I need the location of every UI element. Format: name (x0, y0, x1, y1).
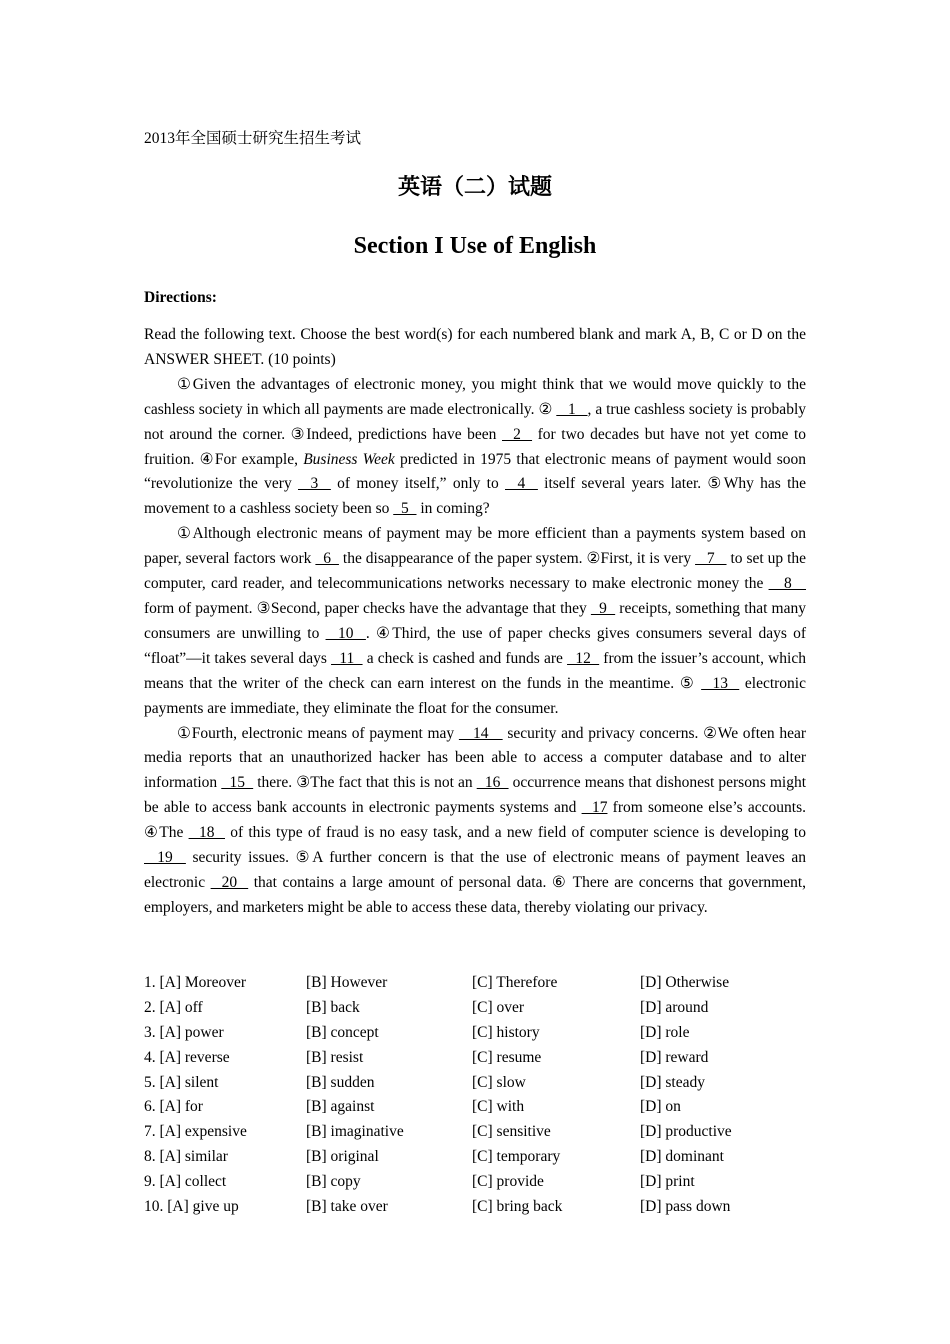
passage-text: of money itself,” only to (330, 475, 505, 493)
question-row (144, 1120, 806, 1145)
option-b: [B] take over (306, 1198, 388, 1216)
passage-text: a check is cashed and funds are (362, 649, 568, 667)
option-c: [C] Therefore (472, 974, 558, 991)
passage-text: that contains a large amount of personal data. ⑥ There are concerns that government, employers, and marketers might be able to access these data, thereby violating our privacy. (144, 873, 806, 916)
passage-text: ①Fourth, electronic means of payment may (177, 724, 459, 742)
passage-body (144, 323, 806, 921)
option-c: [C] over (472, 998, 525, 1016)
option-c: [C] slow (472, 1073, 526, 1091)
magazine-title: Business Week (303, 450, 395, 468)
option-d: [D] around (640, 998, 709, 1016)
question-row (144, 1170, 806, 1195)
paragraph-1 (144, 373, 806, 522)
passage-text: the disappearance of the paper system. ②First, it is very (338, 550, 696, 568)
option-d: [D] role (640, 1023, 690, 1041)
option-a: 5. [A] silent (144, 1073, 219, 1091)
option-d: [D] pass down (640, 1198, 731, 1216)
option-c: [C] history (472, 1023, 540, 1041)
blank-2: 2 (502, 425, 533, 443)
option-a: 10. [A] give up (144, 1198, 239, 1216)
option-a: 6. [A] for (144, 1098, 203, 1116)
blank-5: 5 (393, 500, 417, 518)
option-c: [C] provide (472, 1173, 544, 1191)
directions-label: Directions: (144, 289, 217, 306)
option-a: 9. [A] collect (144, 1173, 227, 1191)
passage-text: . ④Third, the use of paper checks gives consumers several days of “float”—it takes several days (144, 624, 806, 667)
option-b: [B] copy (306, 1173, 361, 1191)
answer-options (144, 971, 806, 1220)
option-b: [B] imaginative (306, 1123, 404, 1141)
blank-7: 7 (695, 550, 727, 568)
option-b: [B] back (306, 998, 360, 1016)
blank-10: 10 (325, 624, 366, 642)
passage-text: from the issuer’s account, which means that the writer of the check can earn interest on the funds in the meantime. ⑤ (144, 649, 806, 692)
option-b: [B] sudden (306, 1073, 375, 1091)
passage-text: from someone else’s accounts. ④The (144, 799, 806, 842)
question-row (144, 1021, 806, 1046)
question-row (144, 971, 806, 996)
blank-16: 16 (476, 774, 509, 792)
blank-1: 1 (556, 400, 588, 418)
option-c: [C] temporary (472, 1148, 561, 1166)
passage-text: itself several years later. ⑤Why has the movement to a cashless society been so (144, 475, 807, 518)
question-row (144, 1046, 806, 1071)
option-d: [D] on (640, 1098, 681, 1116)
option-a: 7. [A] expensive (144, 1123, 247, 1141)
blank-9: 9 (590, 599, 616, 617)
option-d: [D] Otherwise (640, 974, 730, 991)
option-d: [D] steady (640, 1073, 705, 1091)
blank-14: 14 (458, 724, 503, 742)
option-a: 3. [A] power (144, 1023, 224, 1041)
question-row (144, 1195, 806, 1220)
paragraph-3 (144, 722, 806, 921)
passage-text: of this type of fraud is no easy task, and a new field of computer science is developing to (225, 824, 806, 842)
option-b: [B] resist (306, 1048, 364, 1066)
question-row (144, 996, 806, 1021)
passage-text: form of payment. ③Second, paper checks have the advantage that they (144, 599, 591, 617)
passage-text: there. ③The fact that this is not an (253, 774, 477, 792)
passage-text: ①Given the advantages of electronic money, you might think that we would move quickly to the cashless society in which all payments are made electronically. ② (144, 375, 806, 418)
blank-20: 20 (210, 873, 249, 891)
blank-13: 13 (701, 674, 740, 692)
option-b: [B] against (306, 1098, 375, 1116)
passage-text: security and privacy concerns. ②We often hear media reports that an unauthorized hacker has been able to access a computer database and to alter information (144, 724, 807, 792)
exam-year-heading: 2013年全国硕士研究生招生考试 (144, 130, 362, 147)
question-row (144, 1145, 806, 1170)
passage-text: to set up the computer, card reader, and telecommunications networks necessary to make electronic money the (144, 550, 807, 593)
blank-18: 18 (188, 824, 225, 842)
paper-title: 英语（二）试题 (397, 175, 552, 200)
question-row (144, 1071, 806, 1096)
blank-8: 8 (768, 575, 807, 593)
option-b: [B] original (306, 1148, 379, 1166)
passage-text: predicted in 1975 that electronic means of payment would soon “revolutionize the very (144, 450, 806, 493)
passage-text: receipts, something that many consumers are unwilling to (144, 599, 806, 642)
option-a: 2. [A] off (144, 998, 203, 1016)
paragraph-2 (144, 522, 806, 721)
option-d: [D] productive (640, 1123, 732, 1141)
question-row (144, 1095, 806, 1120)
option-c: [C] bring back (472, 1198, 563, 1216)
blank-3: 3 (297, 475, 331, 493)
option-b: [B] concept (306, 1023, 379, 1041)
blank-6: 6 (315, 550, 339, 568)
blank-11: 11 (331, 649, 363, 667)
option-a: 8. [A] similar (144, 1148, 228, 1166)
blank-19: 19 (144, 849, 186, 867)
option-d: [D] reward (640, 1048, 709, 1066)
instructions: Read the following text. Choose the best word(s) for each numbered blank and mark A, B, C or D on the ANSWER SHEET. (10 points) (144, 326, 806, 368)
option-a: 4. [A] reverse (144, 1048, 230, 1066)
blank-17: 17 (581, 799, 608, 817)
section-title: Section I Use of English (353, 233, 597, 259)
option-a: 1. [A] Moreover (144, 974, 247, 991)
option-c: [C] sensitive (472, 1123, 551, 1141)
option-d: [D] print (640, 1173, 695, 1191)
blank-12: 12 (567, 649, 600, 667)
passage-text: , a true cashless society is probably not around the corner. ③Indeed, predictions have been (144, 400, 806, 443)
passage-text: occurrence means that dishonest persons might be able to access bank accounts in electronic payments systems and (144, 774, 807, 817)
option-b: [B] However (306, 974, 388, 991)
option-c: [C] resume (472, 1048, 542, 1066)
blank-15: 15 (221, 774, 254, 792)
passage-text: for two decades but have not yet come to fruition. ④For example, (144, 425, 807, 468)
passage-text: electronic payments are immediate, they eliminate the float for the consumer. (144, 674, 806, 717)
passage-text: in coming? (416, 500, 490, 518)
option-c: [C] with (472, 1098, 525, 1116)
blank-4: 4 (505, 475, 538, 493)
passage-text: security issues. ⑤A further concern is that the use of electronic means of payment leaves an electronic (144, 849, 807, 891)
option-d: [D] dominant (640, 1148, 724, 1166)
passage-text: ①Although electronic means of payment may be more efficient than a payments system based on paper, several factors work (144, 525, 806, 568)
